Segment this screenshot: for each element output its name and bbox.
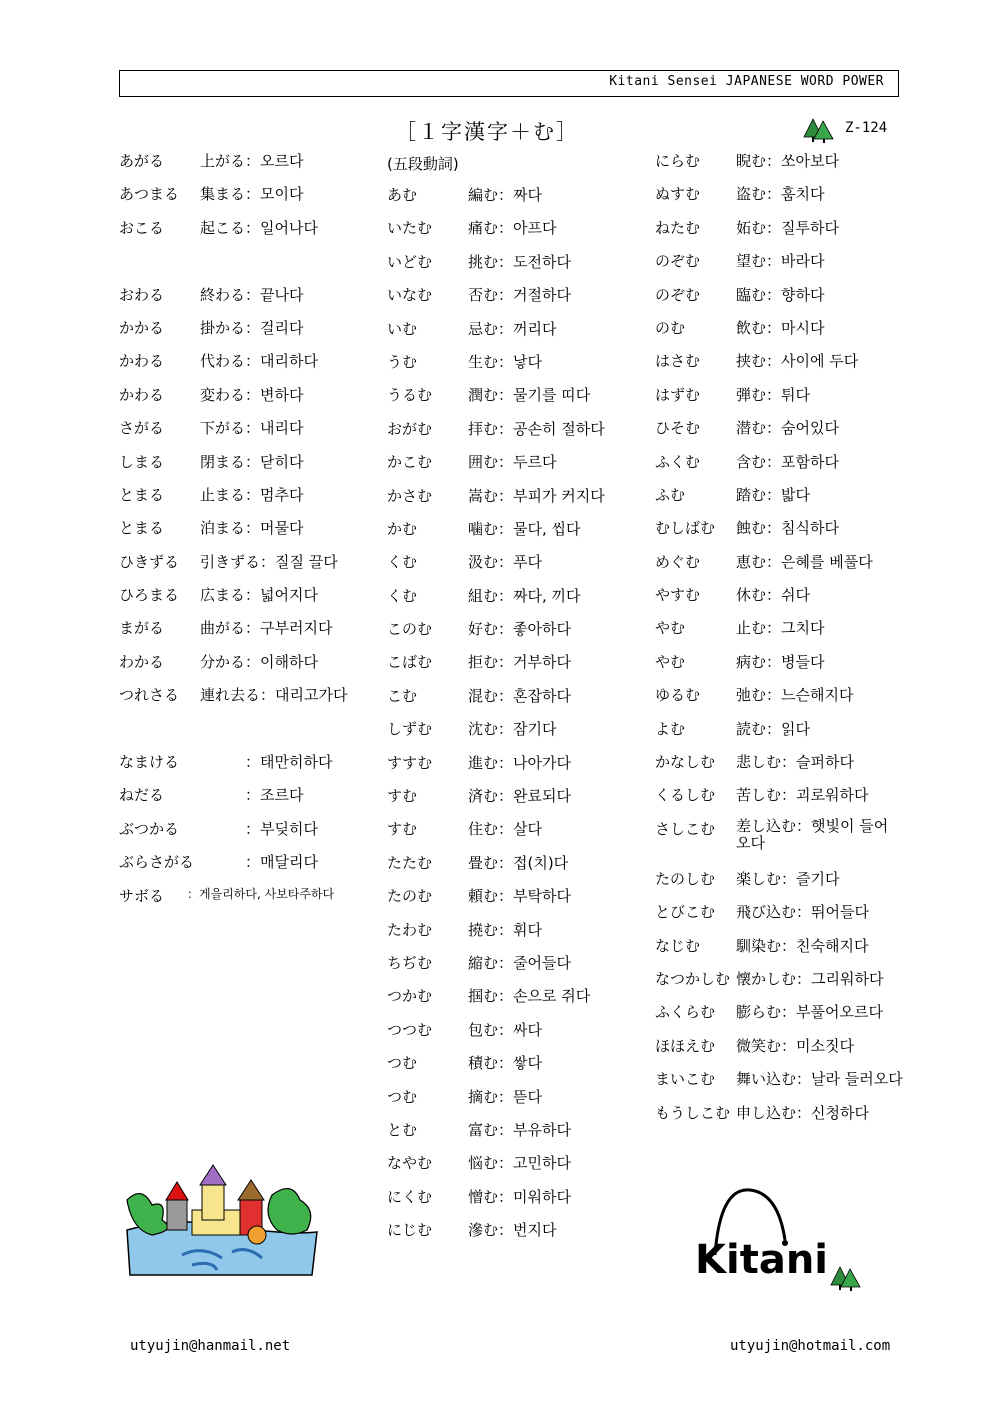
word-meaning: 好む：좋아하다 (468, 620, 571, 639)
word-meaning: 恵む：은혜를 베풀다 (736, 552, 873, 571)
reading: ふむ (655, 485, 686, 504)
reading: ひそむ (655, 419, 701, 438)
word-meaning: 滲む：번지다 (468, 1221, 557, 1240)
reading: おがむ (387, 419, 433, 438)
word-meaning: 積む：쌓다 (468, 1054, 542, 1073)
reading: とまる (119, 519, 165, 538)
reading: たのむ (387, 887, 433, 906)
word-meaning: 編む：짜다 (468, 186, 542, 204)
reading: こむ (387, 686, 418, 705)
word-meaning: 弛む：느슨해지다 (736, 686, 854, 705)
word-meaning: 病む：병들다 (736, 652, 825, 671)
reading: くむ (387, 553, 418, 572)
word-meaning: 住む：살다 (468, 820, 542, 839)
word-meaning: 下がる：내리다 (200, 419, 304, 438)
reading: うるむ (387, 386, 433, 405)
word-meaning: 閉まる：닫히다 (200, 452, 304, 471)
header-title: Kitani Sensei JAPANESE WORD POWER (609, 74, 884, 89)
footer-email-left: utyujin@hanmail.net (130, 1338, 291, 1354)
reading: よむ (655, 719, 686, 738)
word-meaning: 拒む：거부하다 (468, 653, 571, 672)
word-meaning: 楽しむ：즐기다 (736, 869, 840, 888)
word-meaning: 生む：낳다 (468, 352, 542, 371)
reading: とむ (387, 1120, 418, 1139)
word-meaning: 沈む：잠기다 (468, 720, 557, 739)
reading: つかむ (387, 987, 433, 1006)
reading: にじむ (387, 1221, 433, 1240)
word-meaning: 臨む：향하다 (736, 285, 825, 304)
word-meaning: 終わる：끝나다 (200, 285, 304, 304)
word-meaning: ：매달리다 (200, 853, 318, 872)
footer-email-right: utyujin@hotmail.com (730, 1338, 891, 1354)
reading: やむ (655, 652, 686, 671)
word-meaning: ：게을리하다, 사보타주하다 (187, 886, 335, 901)
word-meaning: 拝む：공손히 절하다 (468, 419, 605, 438)
word-meaning: 汲む：푸다 (468, 553, 542, 572)
word-meaning: 潤む：물기를 띠다 (468, 386, 591, 405)
word-meaning: 変わる：변하다 (200, 385, 304, 404)
reading: かむ (387, 519, 418, 538)
reading: わかる (119, 652, 165, 671)
reading: つむ (387, 1054, 418, 1073)
reading: ねだる (119, 786, 165, 805)
reading: ひきずる (119, 552, 180, 571)
word-meaning: 縮む：줄어들다 (468, 953, 571, 972)
reading: ねたむ (655, 218, 701, 237)
word-meaning: 掴む：손으로 쥐다 (468, 987, 591, 1006)
word-meaning: 起こる：일어나다 (200, 218, 318, 237)
reading: まがる (119, 619, 165, 638)
word-meaning: 頼む：부탁하다 (468, 887, 571, 906)
reading: なじむ (655, 936, 701, 955)
page-code: Z-124 (845, 120, 888, 136)
reading: しずむ (387, 720, 433, 739)
word-meaning: 踏む：밟다 (736, 485, 810, 504)
word-meaning: 済む：완료되다 (468, 787, 571, 806)
reading: いどむ (387, 252, 433, 271)
reading: にくむ (387, 1187, 433, 1206)
word-meaning: 掛かる：걸리다 (200, 318, 304, 337)
word-meaning: 集まる：모이다 (200, 185, 304, 204)
word-meaning: 蝕む：침식하다 (736, 519, 839, 538)
word-meaning: 挟む：사이에 두다 (736, 352, 859, 371)
word-meaning: 悲しむ：슬퍼하다 (736, 753, 854, 772)
word-meaning: 嵩む：부피가 커지다 (468, 486, 605, 505)
word-meaning: 否む：거절하다 (468, 286, 571, 305)
reading: すむ (387, 820, 418, 839)
word-meaning: 連れ去る：대리고가다 (200, 686, 348, 705)
word-meaning: 読む：읽다 (736, 719, 810, 738)
reading: あむ (387, 186, 418, 204)
word-meaning: 曲がる：구부러지다 (200, 619, 333, 638)
word-meaning: 止む：그치다 (736, 619, 825, 638)
reading: おわる (119, 285, 165, 304)
reading: ふくむ (655, 452, 701, 471)
word-meaning: 悩む：고민하다 (468, 1154, 571, 1173)
reading: かこむ (387, 453, 433, 472)
kitani-logo (690, 1185, 829, 1283)
word-meaning: 懐かしむ：그리워하다 (736, 969, 884, 988)
reading: なやむ (387, 1154, 433, 1173)
word-meaning: 飛び込む：뛰어들다 (736, 903, 869, 922)
logo-text: Kitani (695, 1237, 829, 1283)
word-meaning: 噛む：물다, 씹다 (468, 519, 581, 538)
word-meaning: 妬む：질투하다 (736, 218, 839, 237)
word-meaning: 代わる：대리하다 (200, 352, 318, 371)
word-meaning: 含む：포함하다 (736, 452, 839, 471)
tree-icon (803, 117, 835, 143)
word-meaning: 微笑む：미소짓다 (736, 1036, 854, 1055)
reading: ぶつかる (119, 819, 180, 838)
word-meaning: 引きずる：질질 끌다 (200, 552, 338, 571)
reading: くるしむ (655, 786, 716, 805)
word-meaning: 痛む：아프다 (468, 219, 557, 238)
reading: いむ (387, 319, 418, 338)
reading: ぬすむ (655, 185, 701, 204)
reading: やむ (655, 619, 686, 638)
reading: とびこむ (655, 903, 716, 922)
reading: かかる (119, 318, 165, 337)
reading: おこる (119, 218, 165, 237)
reading: かわる (119, 385, 165, 404)
word-meaning: 撓む：휘다 (468, 920, 542, 939)
reading: たわむ (387, 920, 433, 939)
reading: ちぢむ (387, 953, 433, 972)
reading: すすむ (387, 753, 433, 772)
word-meaning: 盗む：훔치다 (736, 185, 825, 204)
word-meaning: 睨む：쏘아보다 (736, 152, 839, 170)
word-meaning: 憎む：미워하다 (468, 1187, 571, 1206)
reading: さしこむ (655, 819, 716, 838)
word-meaning: 苦しむ：괴로워하다 (736, 786, 869, 805)
word-meaning: 望む：바라다 (736, 252, 825, 271)
reading: すむ (387, 787, 418, 806)
reading: うむ (387, 352, 418, 371)
reading: つつむ (387, 1020, 433, 1039)
header-box (119, 70, 899, 97)
word-meaning: 囲む：두르다 (468, 453, 557, 472)
reading: いなむ (387, 286, 433, 305)
reading: はずむ (655, 385, 701, 404)
reading: なまける (119, 753, 180, 772)
reading: ふくらむ (655, 1003, 716, 1022)
word-meaning: ：태만히하다 (200, 753, 333, 772)
reading: さがる (119, 419, 165, 438)
reading: のぞむ (655, 252, 701, 271)
reading: しまる (119, 452, 165, 471)
reading: むしばむ (655, 519, 716, 538)
tree-icon-bottom (830, 1265, 862, 1291)
word-meaning: 進む：나아가다 (468, 753, 571, 772)
word-meaning: 包む：싸다 (468, 1020, 542, 1039)
word-meaning: ：조르다 (200, 786, 304, 805)
reading: ほほえむ (655, 1036, 716, 1055)
word-meaning: 分かる：이해하다 (200, 652, 318, 671)
word-meaning: ：부딪히다 (200, 819, 318, 838)
word-meaning: 忌む：꺼리다 (468, 319, 557, 338)
word-meaning: 弾む：튀다 (736, 385, 810, 404)
word-meaning: 摘む：뜯다 (468, 1087, 542, 1106)
reading: のむ (655, 318, 686, 337)
word-meaning: 舞い込む：날라 들러오다 (736, 1070, 903, 1089)
word-meaning: 飲む：마시다 (736, 318, 825, 337)
word-meaning: 申し込む：신청하다 (736, 1103, 869, 1122)
reading: いたむ (387, 219, 433, 238)
word-meaning: 上がる：오르다 (200, 152, 304, 170)
reading: かわる (119, 352, 165, 371)
reading: このむ (387, 620, 433, 639)
word-meaning: 混む：혼잡하다 (468, 686, 571, 705)
page-title: ［１字漢字＋む］ (395, 120, 579, 144)
reading: ひろまる (119, 586, 180, 605)
reading: くむ (387, 586, 418, 605)
reading: にらむ (655, 152, 701, 170)
reading: サボる (119, 886, 165, 905)
reading: とまる (119, 485, 165, 504)
word-meaning: 馴染む：친숙해지다 (736, 936, 869, 955)
reading: つれさる (119, 686, 180, 705)
reading: たのしむ (655, 869, 716, 888)
castle-illustration (122, 1160, 322, 1280)
word-meaning: 止まる：멈추다 (200, 485, 304, 504)
word-meaning: 挑む：도전하다 (468, 252, 571, 271)
reading: あがる (119, 152, 165, 170)
reading: やすむ (655, 586, 701, 605)
word-meaning: 畳む：접(치)다 (468, 853, 569, 872)
word-meaning: 泊まる：머물다 (200, 519, 304, 538)
reading: つむ (387, 1087, 418, 1106)
reading: まいこむ (655, 1070, 716, 1089)
word-meaning: 潜む：숨어있다 (736, 419, 839, 438)
word-meaning: 組む：짜다, 끼다 (468, 586, 581, 605)
word-meaning: 膨らむ：부풀어오르다 (736, 1003, 883, 1022)
reading: かなしむ (655, 753, 716, 772)
reading: のぞむ (655, 285, 701, 304)
reading: なつかしむ (655, 969, 731, 988)
reading: はさむ (655, 352, 701, 371)
word-meaning: 広まる：넓어지다 (200, 586, 318, 605)
reading: めぐむ (655, 552, 701, 571)
word-meaning: 富む：부유하다 (468, 1120, 571, 1139)
reading: もうしこむ (655, 1103, 731, 1122)
reading: あつまる (119, 185, 180, 204)
reading: かさむ (387, 486, 433, 505)
reading: こばむ (387, 653, 433, 672)
reading: たたむ (387, 853, 433, 872)
col2-heading: (五段動詞) (387, 155, 459, 173)
reading: ぶらさがる (119, 853, 195, 872)
word-meaning: 差し込む：햇빛이 들어오다 (736, 816, 889, 852)
reading: ゆるむ (655, 686, 701, 705)
word-meaning: 休む：쉬다 (736, 586, 810, 605)
